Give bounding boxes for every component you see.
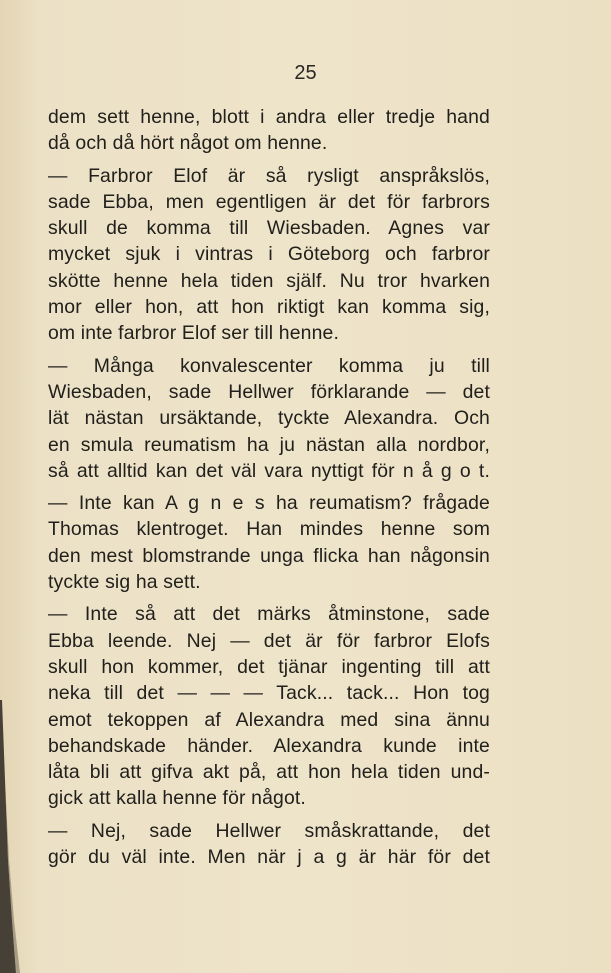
text-line: tyckte sig ha sett.: [48, 571, 201, 594]
text-line: skull de komma till Wiesbaden. Agnes var: [48, 217, 490, 240]
binding-edge-shadow: [0, 660, 40, 973]
text-line: Wiesbaden, sade Hellwer förklarande — det: [48, 380, 490, 403]
text-line: Thomas klentroget. Han mindes henne som: [48, 518, 490, 541]
text-line: en smula reumatism ha ju nästan alla nordbor,: [48, 433, 490, 456]
text-line: så att alltid kan det väl vara nyttigt för n å g o t.: [48, 459, 490, 482]
body-text: [48, 104, 490, 870]
text-line: emot tekoppen af Alexandra med sina ännu: [48, 708, 490, 731]
text-line: neka till det — — — Tack... tack... Hon tog: [48, 682, 490, 705]
text-line: skull hon kommer, det tjänar ingenting till att: [48, 655, 490, 678]
text-line: — Inte kan A g n e s ha reumatism? frågade: [48, 492, 490, 515]
text-line: mor eller hon, att hon riktigt kan komma sig,: [48, 296, 490, 319]
text-line: — Många konvalescenter komma ju till: [48, 354, 490, 377]
text-line: dem sett henne, blott i andra eller tredje hand: [48, 106, 490, 128]
text-line: lät nästan ursäktande, tyckte Alexandra. Och: [48, 407, 490, 430]
text-line: — Farbror Elof är så rysligt anspråkslös,: [48, 164, 490, 187]
text-line: skötte henne hela tiden själf. Nu tror hvarken: [48, 269, 490, 292]
text-line: Ebba leende. Nej — det är för farbror Elofs: [48, 629, 490, 652]
text-line: den mest blomstrande unga flicka han någonsin: [48, 544, 490, 567]
text-line: gick att kalla henne för något.: [48, 787, 306, 810]
text-line: sade Ebba, men egentligen är det för farbrors: [48, 190, 490, 213]
text-line: då och då hört något om henne.: [48, 132, 328, 155]
text-line: låta bli att gifva akt på, att hon hela tiden und-: [48, 761, 490, 784]
text-line: — Inte så att det märks åtminstone, sade: [48, 603, 490, 626]
text-line: behandskade händer. Alexandra kunde inte: [48, 734, 490, 757]
page-number: 25: [294, 62, 317, 84]
text-line: mycket sjuk i vintras i Göteborg och farbror: [48, 243, 490, 266]
text-line: gör du väl inte. Men när j a g är här för det: [48, 846, 490, 869]
text-line: om inte farbror Elof ser till henne.: [48, 322, 340, 345]
text-line: — Nej, sade Hellwer småskrattande, det: [48, 819, 490, 842]
